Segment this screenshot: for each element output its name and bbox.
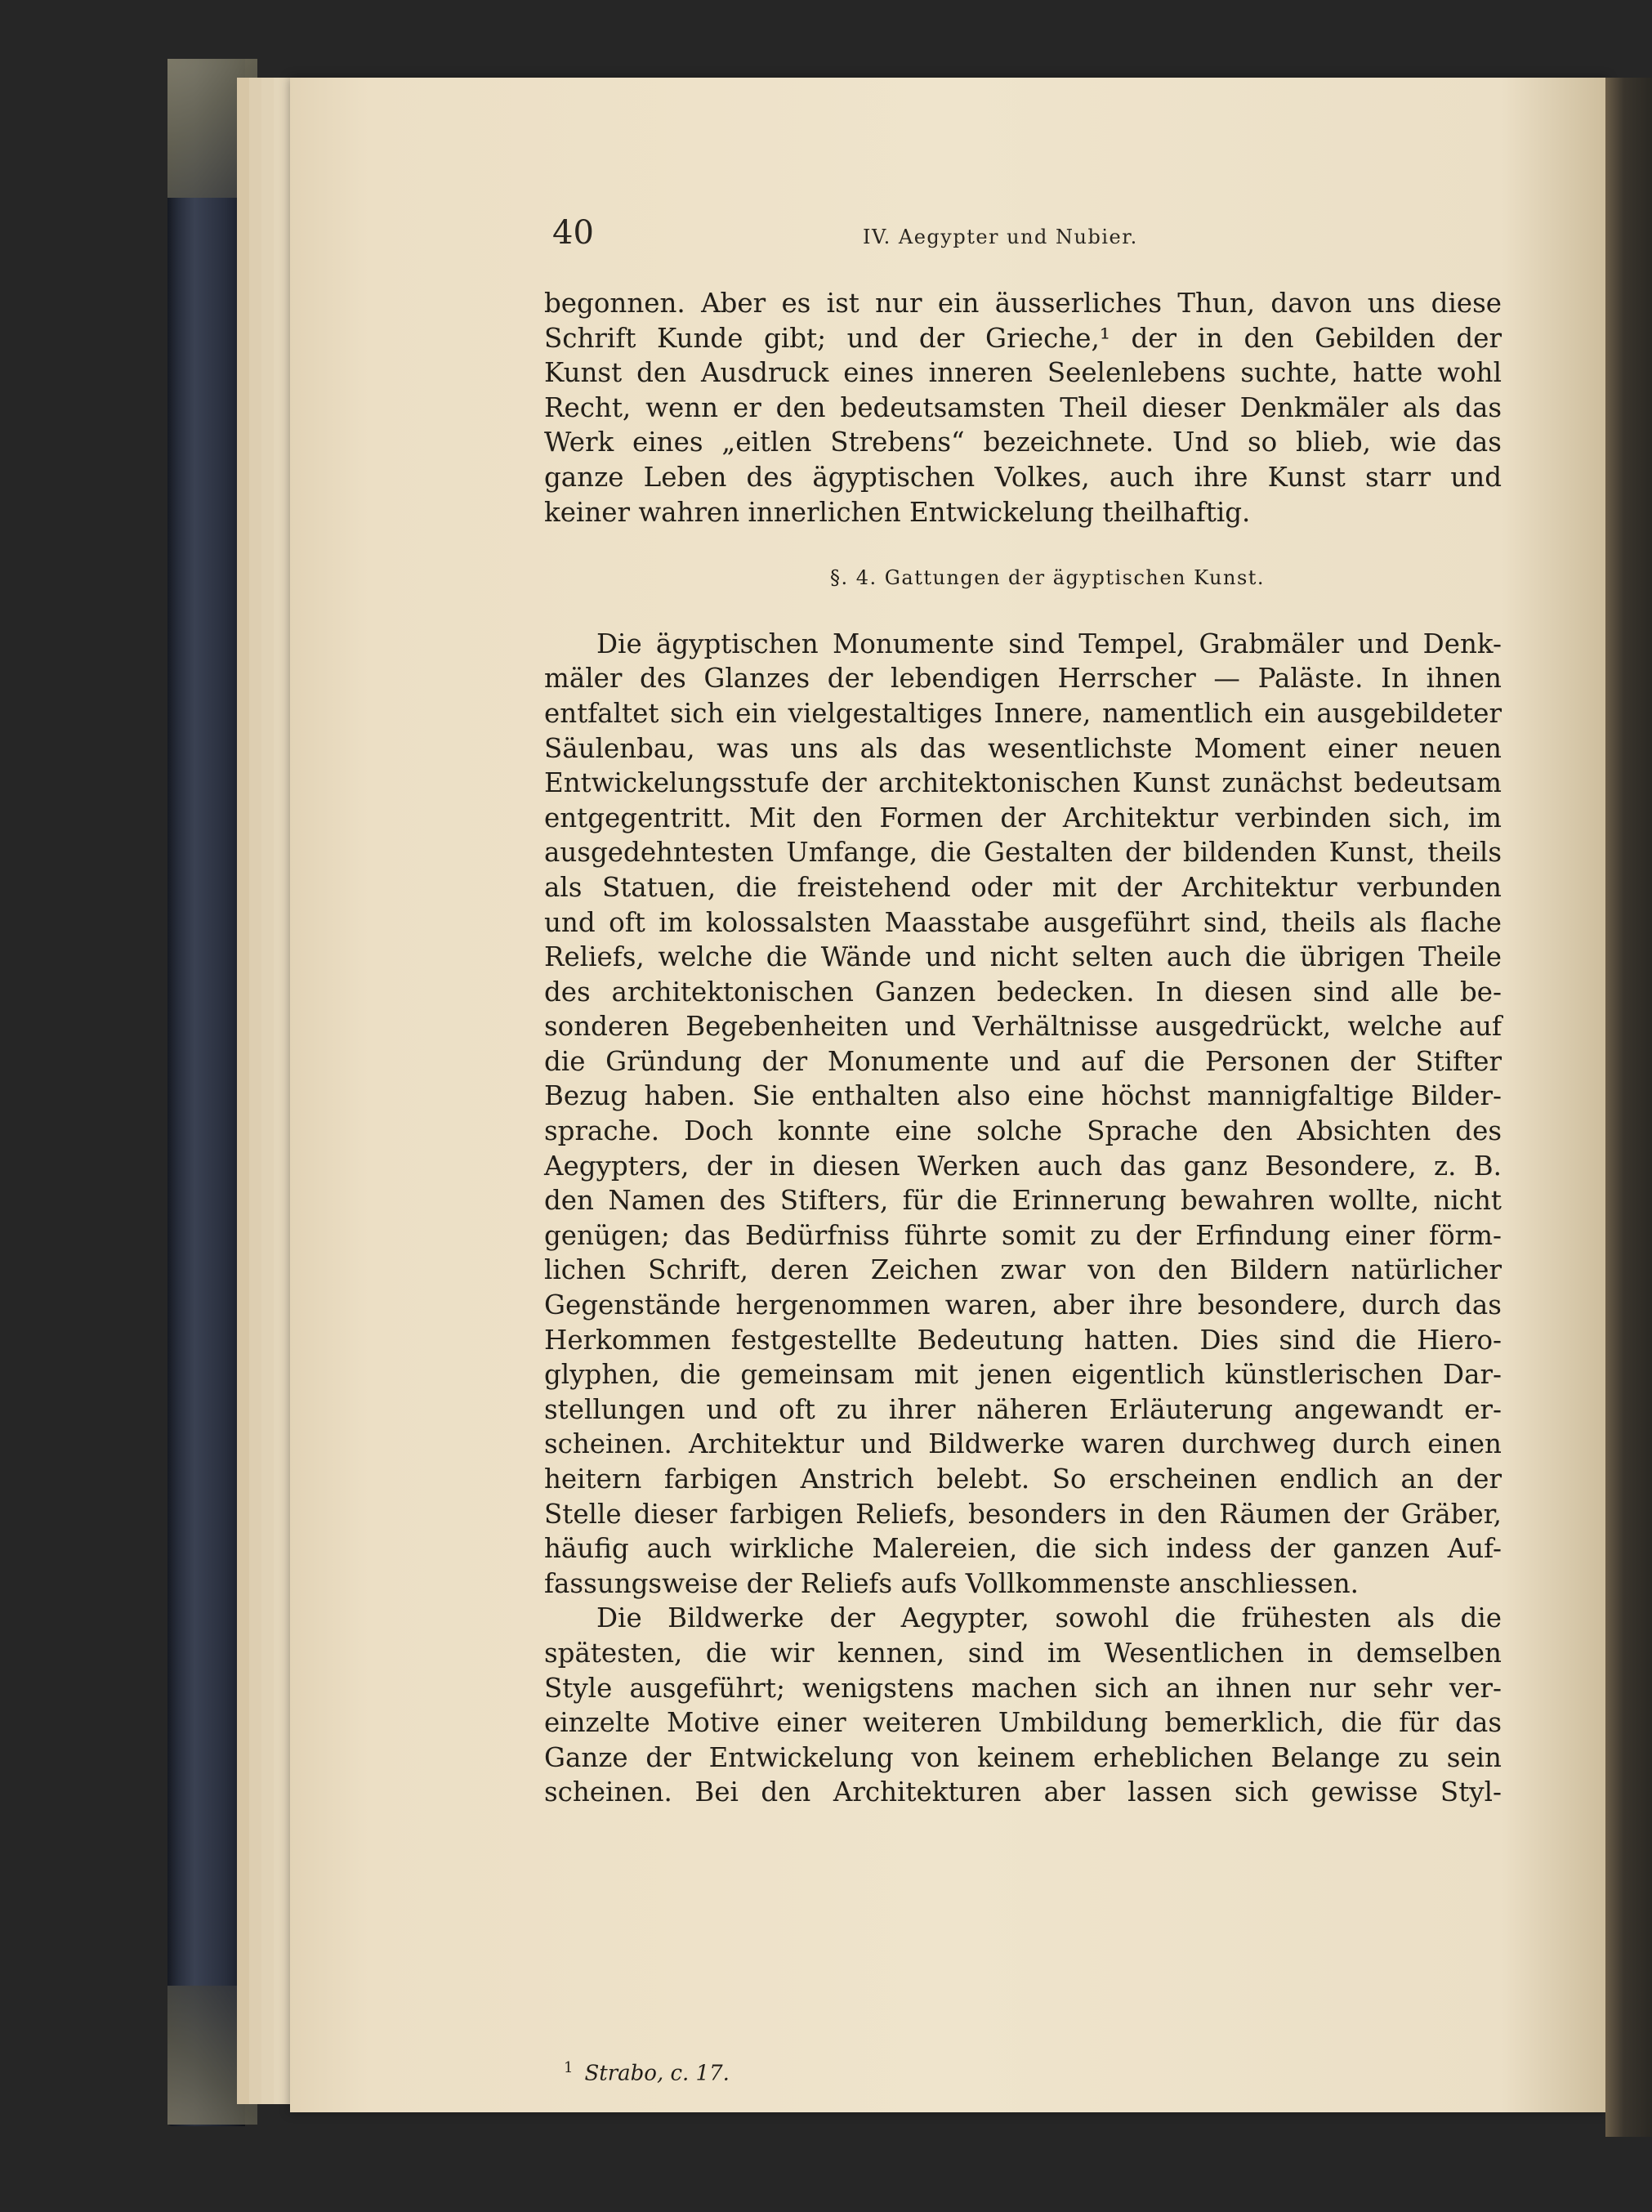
page-number: 40 — [552, 214, 594, 252]
text-line: Stelle dieser farbigen Reliefs, besonders in den Räumen der Gräber, — [544, 1498, 1502, 1530]
text-line: stellungen und oft zu ihrer näheren Erläuterung angewandt er- — [544, 1393, 1502, 1425]
footnote-text: Strabo, c. 17. — [584, 2061, 730, 2086]
text-line: Recht, wenn er den bedeutsamsten Theil dieser Denkmäler als das — [544, 391, 1502, 423]
footnote-mark: 1 — [564, 2059, 574, 2076]
text-line: glyphen, die gemeinsam mit jenen eigentlich künstlerischen Dar- — [544, 1359, 1502, 1391]
text-line: Säulenbau, was uns als das wesentlichste Moment einer neuen — [544, 732, 1502, 764]
text-line: als Statuen, die freistehend oder mit der Architektur verbunden — [544, 871, 1502, 903]
text-line: fassungsweise der Reliefs aufs Vollkommenste anschliessen. — [544, 1567, 1360, 1599]
text-line: lichen Schrift, deren Zeichen zwar von den Bildern natürlicher — [544, 1254, 1502, 1286]
text-line: ganze Leben des ägyptischen Volkes, auch ihre Kunst starr und — [544, 461, 1502, 493]
text-line: Ganze der Entwickelung von keinem erheblichen Belange zu sein — [544, 1741, 1502, 1773]
text-line: begonnen. Aber es ist nur ein äusserliches Thun, davon uns diese — [544, 288, 1502, 319]
text-line: scheinen. Bei den Architekturen aber lassen sich gewisse Styl- — [544, 1776, 1502, 1808]
text-line: Style ausgeführt; wenigstens machen sich an ihnen nur sehr ver- — [544, 1672, 1502, 1704]
text-line: Bezug haben. Sie enthalten also eine höchst mannigfaltige Bilder- — [544, 1080, 1502, 1112]
text-line: Die Bildwerke der Aegypter, sowohl die frühesten als die — [596, 1602, 1502, 1634]
text-line: die Gründung der Monumente und auf die Personen der Stifter — [544, 1045, 1502, 1077]
section-heading: §. 4. Gattungen der ägyptischen Kunst. — [829, 566, 1266, 590]
text-line: Kunst den Ausdruck eines inneren Seelenlebens suchte, hatte wohl — [544, 357, 1502, 389]
page-header — [552, 214, 1500, 255]
text-line: keiner wahren innerlichen Entwickelung theilhaftig. — [544, 496, 1251, 528]
paragraph-3 — [544, 1601, 1502, 1810]
text-line: Aegypters, der in diesen Werken auch das ganz Besondere, z. B. — [544, 1150, 1502, 1182]
text-line: Werk eines „eitlen Strebens“ bezeichnete. Und so blieb, wie das — [544, 427, 1502, 458]
text-line: Herkommen festgestellte Bedeutung hatten. Dies sind die Hiero- — [544, 1324, 1502, 1356]
text-line: scheinen. Architektur und Bildwerke waren durchweg durch einen — [544, 1428, 1502, 1460]
text-line: Schrift Kunde gibt; und der Grieche,¹ der in den Gebilden der — [544, 322, 1502, 354]
text-line: des architektonischen Ganzen bedecken. In diesen sind alle be- — [544, 976, 1502, 1008]
text-line: und oft im kolossalsten Maasstabe ausgeführt sind, theils als flache — [544, 906, 1502, 938]
text-line: entfaltet sich ein vielgestaltiges Innere, namentlich ein ausgebildeter — [544, 697, 1502, 729]
text-line: häufig auch wirkliche Malereien, die sich indess der ganzen Auf- — [544, 1533, 1502, 1565]
text-line: Die ägyptischen Monumente sind Tempel, Grabmäler und Denk- — [596, 628, 1502, 659]
text-line: Gegenstände hergenommen waren, aber ihre besondere, durch das — [544, 1289, 1502, 1321]
running-head: IV. Aegypter und Nubier. — [863, 226, 1138, 248]
text-line: spätesten, die wir kennen, sind im Wesentlichen in demselben — [544, 1637, 1502, 1669]
text-line: entgegentritt. Mit den Formen der Architektur verbinden sich, im — [544, 802, 1502, 833]
paragraph-1 — [544, 286, 1502, 530]
book-cover-board — [167, 59, 245, 2126]
text-line: genügen; das Bedürfniss führte somit zu der Erfindung einer förm- — [544, 1219, 1502, 1251]
paragraph-2 — [544, 627, 1502, 1602]
text-line: heitern farbigen Anstrich belebt. So erscheinen endlich an der — [544, 1463, 1502, 1495]
text-line: sonderen Begebenheiten und Verhältnisse ausgedrückt, welche auf — [544, 1011, 1502, 1043]
text-line: einzelte Motive einer weiteren Umbildung bemerklich, die für das — [544, 1707, 1502, 1739]
text-line: Entwickelungsstufe der architektonischen Kunst zunächst bedeutsam — [544, 767, 1502, 799]
text-line: ausgedehntesten Umfange, die Gestalten der bildenden Kunst, theils — [544, 837, 1502, 869]
text-line: sprache. Doch konnte eine solche Sprache den Absichten des — [544, 1115, 1502, 1147]
body-text — [544, 286, 1502, 1810]
text-line: den Namen des Stifters, für die Erinnerung bewahren wollte, nicht — [544, 1185, 1502, 1217]
footnote — [564, 2059, 730, 2086]
text-line: Reliefs, welche die Wände und nicht selten auch die übrigen Theile — [544, 941, 1502, 973]
gutter-shadow — [1605, 78, 1652, 2137]
text-line: mäler des Glanzes der lebendigen Herrscher — Paläste. In ihnen — [544, 663, 1502, 695]
